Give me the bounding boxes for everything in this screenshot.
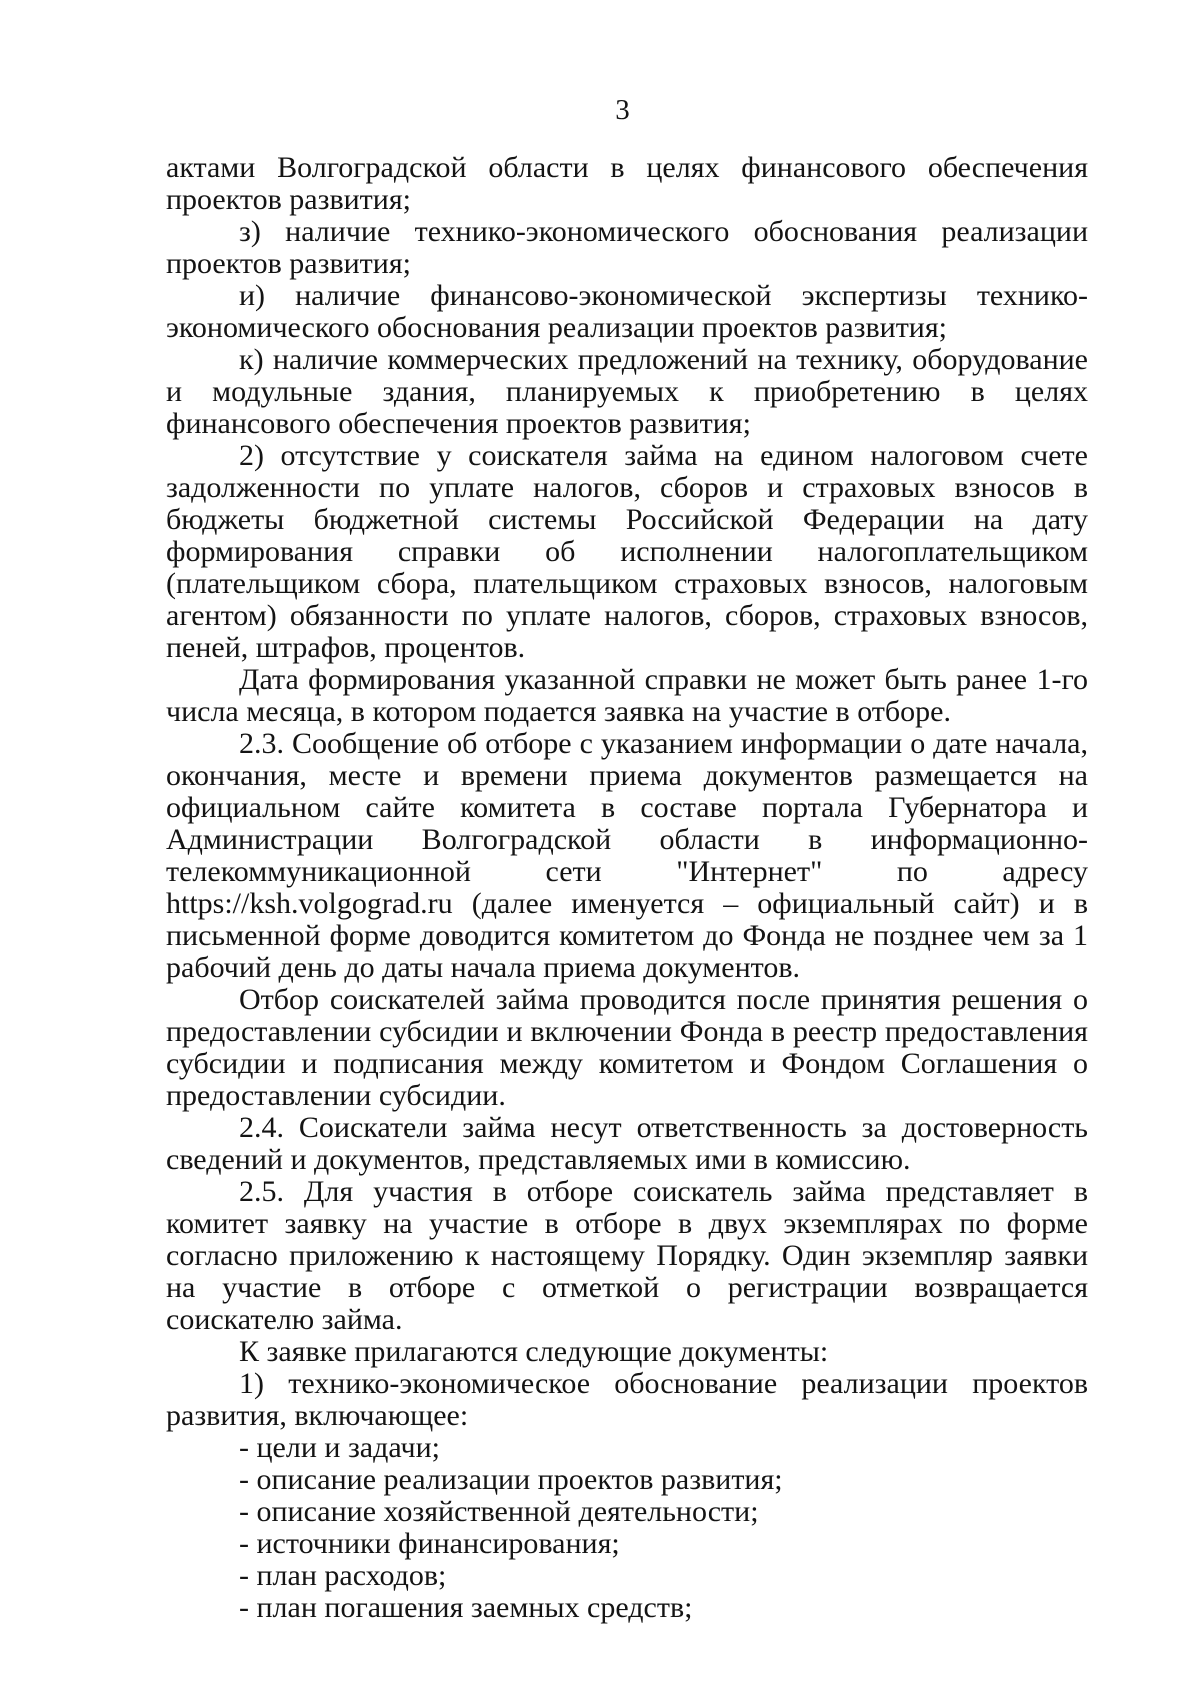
document-body [166, 152, 1088, 1624]
paragraph-2-5: 2.5. Для участия в отборе соискатель займа представляет в комитет заявку на участие в отборе в двух экземплярах по форме согласно приложению к настоящему Порядку. Один экземпляр заявки на участие в отборе с отметкой о регистрации возвращается соискателю займа. [166, 1175, 1088, 1336]
paragraph-attachment-1: 1) технико-экономическое обоснование реализации проектов развития, включающее: [166, 1367, 1088, 1432]
paragraph-continuation: актами Волгоградской области в целях финансового обеспечения проектов развития; [166, 151, 1088, 216]
paragraph-item-i: и) наличие финансово-экономической экспертизы технико-экономического обоснования реализации проектов развития; [166, 279, 1088, 344]
list-item: - источники финансирования; [239, 1527, 620, 1560]
paragraph-item-k: к) наличие коммерческих предложений на технику, оборудование и модульные здания, планируемых к приобретению в целях финансового обеспечения проектов развития; [166, 343, 1088, 440]
list-item: - план погашения заемных средств; [239, 1591, 693, 1624]
paragraph-attachments: К заявке прилагаются следующие документы: [239, 1335, 829, 1368]
page-number: 3 [615, 94, 630, 126]
list-item: - описание реализации проектов развития; [239, 1463, 783, 1496]
paragraph-2-3: 2.3. Сообщение об отборе с указанием информации о дате начала, окончания, месте и времени приема документов размещается на официальном сайте комитета в составе портала Губернатора и Администрации Волгоградской области в информационно-телекоммуникационной сети "Интернет" по адресу https://ksh.volgograd.ru (далее именуется – официальный сайт) и в письменной форме доводится комитетом до Фонда не позднее чем за 1 рабочий день до даты начала приема документов. [166, 727, 1088, 984]
paragraph-item-2: 2) отсутствие у соискателя займа на едином налоговом счете задолженности по уплате налогов, сборов и страховых взносов в бюджеты бюджетной системы Российской Федерации на дату формирования справки об исполнении налогоплательщиком (плательщиком сбора, плательщиком страховых взносов, налоговым агентом) обязанности по уплате налогов, сборов, страховых взносов, пеней, штрафов, процентов. [166, 439, 1088, 664]
list-item: - описание хозяйственной деятельности; [239, 1495, 759, 1528]
paragraph-item-z: з) наличие технико-экономического обоснования реализации проектов развития; [166, 215, 1088, 280]
paragraph-certificate-date: Дата формирования указанной справки не может быть ранее 1-го числа месяца, в котором подается заявка на участие в отборе. [166, 663, 1088, 728]
paragraph-2-4: 2.4. Соискатели займа несут ответственность за достоверность сведений и документов, представляемых ими в комиссию. [166, 1111, 1088, 1176]
paragraph-selection: Отбор соискателей займа проводится после принятия решения о предоставлении субсидии и включении Фонда в реестр предоставления субсидии и подписания между комитетом и Фондом Соглашения о предоставлении субсидии. [166, 983, 1088, 1112]
list-item: - цели и задачи; [239, 1431, 440, 1464]
list-item: - план расходов; [239, 1559, 447, 1592]
